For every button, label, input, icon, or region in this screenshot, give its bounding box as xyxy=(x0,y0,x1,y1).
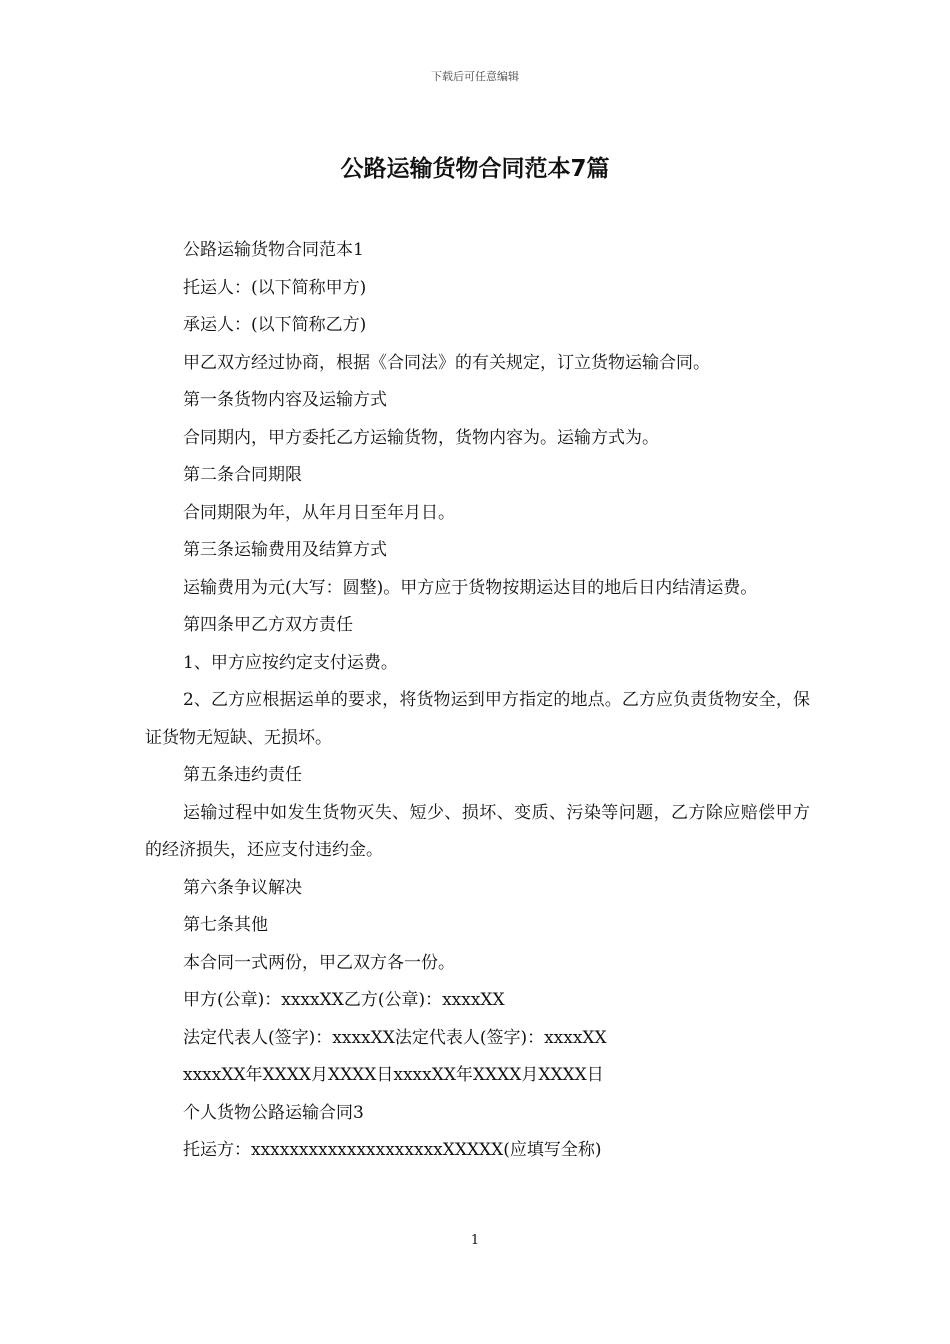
document-body xyxy=(145,232,810,1170)
paragraph: 运输费用为元(大写：圆整)。甲方应于货物按期运达目的地后日内结清运费。 xyxy=(183,577,758,598)
paragraph: 本合同一式两份，甲乙双方各一份。 xyxy=(183,952,455,973)
paragraph: 第二条合同期限 xyxy=(183,465,302,485)
paragraph: 公路运输货物合同范本1 xyxy=(183,240,364,260)
paragraph: 第三条运输费用及结算方式 xyxy=(183,540,387,560)
document-title: 公路运输货物合同范本7篇 xyxy=(340,156,610,182)
paragraph: 甲方(公章)：xxxxXX乙方(公章)：xxxxXX xyxy=(183,990,505,1010)
paragraph: 第七条其他 xyxy=(183,915,268,935)
paragraph: 第四条甲乙方双方责任 xyxy=(183,615,353,635)
paragraph: 个人货物公路运输合同3 xyxy=(183,1102,364,1123)
paragraph: 托运人：(以下简称甲方) xyxy=(183,277,367,298)
paragraph: 第五条违约责任 xyxy=(183,765,302,785)
paragraph: 第一条货物内容及运输方式 xyxy=(183,390,387,410)
page-header: 下载后可任意编辑 xyxy=(431,70,519,83)
paragraph: 法定代表人(签字)：xxxxXX法定代表人(签字)：xxxxXX xyxy=(183,1027,607,1048)
paragraph: 运输过程中如发生货物灭失、短少、损坏、变质、污染等问题，乙方除应赔偿甲方的经济损失，还应支付违约金。 xyxy=(145,802,810,860)
paragraph: 1、甲方应按约定支付运费。 xyxy=(183,652,398,673)
page-number: 1 xyxy=(470,1233,480,1248)
paragraph: 第六条争议解决 xyxy=(183,877,302,898)
paragraph: 承运人：(以下简称乙方) xyxy=(183,315,367,335)
paragraph: 合同期内，甲方委托乙方运输货物，货物内容为。运输方式为。 xyxy=(183,427,659,448)
paragraph: xxxxXX年XXXX月XXXX日xxxxXX年XXXX月XXXX日 xyxy=(183,1065,604,1085)
paragraph: 托运方：xxxxxxxxxxxxxxxxxxxxXXXXX(应填写全称) xyxy=(183,1140,602,1160)
paragraph: 2、乙方应根据运单的要求，将货物运到甲方指定的地点。乙方应负责货物安全，保证货物无短缺、无损坏。 xyxy=(145,690,810,748)
paragraph: 甲乙双方经过协商，根据《合同法》的有关规定，订立货物运输合同。 xyxy=(183,352,710,373)
paragraph: 合同期限为年，从年月日至年月日。 xyxy=(183,502,455,523)
